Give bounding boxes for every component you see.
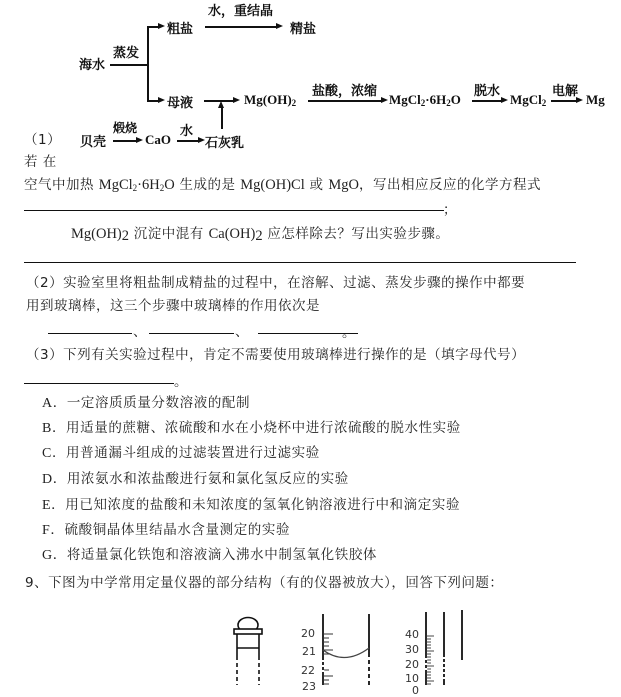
arrow-head-icon: [158, 23, 165, 29]
cao-label: CaO: [145, 132, 171, 147]
mother-liquor-label: 母液: [167, 96, 194, 111]
arrow-head-icon: [381, 97, 388, 103]
recrystallize-arrow-line: [205, 26, 277, 28]
calcine-label: 煅烧: [113, 121, 138, 135]
mg-label: Mg: [586, 92, 605, 107]
arrow-head-icon: [501, 97, 508, 103]
water-arrow-line: [177, 140, 199, 142]
q2-answer-blank-1[interactable]: [48, 333, 132, 334]
option-f[interactable]: F．硫酸铜晶体里结晶水含量测定的实验: [42, 522, 291, 538]
seawater-line: [110, 64, 148, 66]
q1-line1: 若 在: [24, 154, 57, 170]
shell-label: 贝壳: [80, 135, 107, 150]
arrow-head-icon: [158, 97, 165, 103]
q2-sep1: 、: [133, 324, 147, 340]
arrow-head-icon: [233, 97, 240, 103]
cylinder-tick-30: 30: [405, 643, 419, 656]
option-d[interactable]: D．用浓氨水和浓盐酸进行氨和氯化氢反应的实验: [42, 471, 349, 487]
burette-tick-21: 21: [302, 645, 316, 658]
option-a[interactable]: A．一定溶质质量分数溶液的配制: [42, 395, 251, 411]
q2-answer-blank-2[interactable]: [149, 333, 234, 334]
arrow-up-icon: [218, 101, 224, 108]
crude-salt-label: 粗盐: [167, 22, 194, 37]
q2-line1: （2）实验室里将粗盐制成精盐的过程中，在溶解、过滤、蒸发步骤的操作中都要: [26, 275, 526, 291]
mg-oh2-label: $Mg(OH)_2$: [244, 92, 297, 108]
refined-salt-label: 精盐: [290, 22, 317, 37]
burette-tick-20: 20: [301, 627, 315, 640]
q1-answer-blank-2[interactable]: [24, 262, 576, 263]
dehydrate-arrow-line: [472, 100, 502, 102]
burette-icon: [323, 614, 369, 685]
q1-blank1-semicolon: ；: [443, 202, 457, 218]
cylinder-tick-10: 10: [405, 672, 419, 685]
cylinder-tick-40: 40: [405, 628, 419, 641]
cylinder-tick-0: 0: [412, 684, 419, 697]
option-b[interactable]: B．用适量的蔗糖、浓硫酸和水在小烧杯中进行浓硫酸的脱水性实验: [42, 420, 461, 436]
calcine-arrow-line: [113, 140, 137, 142]
burette-tick-23: 23: [302, 680, 316, 693]
q2-line2: 用到玻璃棒，这三个步骤中玻璃棒的作用依次是: [26, 298, 320, 314]
cylinder-tick-20: 20: [405, 658, 419, 671]
lime-up-line: [221, 107, 223, 129]
q3-line1: （3）下列有关实验过程中，肯定不需要使用玻璃棒进行操作的是（填字母代号）: [26, 347, 526, 363]
hcl-arrow-line: [308, 100, 382, 102]
graduated-cylinder-icon: [426, 610, 462, 685]
mgcl2-label: MgCl$_2$: [510, 92, 547, 108]
seawater-label: 海水: [79, 58, 106, 73]
q2-end: 。: [342, 325, 356, 341]
branch-vertical: [147, 26, 149, 100]
volumetric-flask-icon: [234, 618, 262, 686]
arrow-head-icon: [576, 97, 583, 103]
q1-subquestion: $Mg(OH)_2$ 沉淀中混有 $Ca(OH)_2$ 应怎样除去？写出实验步骤。: [71, 226, 450, 244]
dehydrate-label: 脱水: [474, 84, 501, 99]
q1-answer-blank-1[interactable]: [24, 210, 444, 211]
option-c[interactable]: C．用普通漏斗组成的过滤装置进行过滤实验: [42, 445, 320, 461]
arrow-head-icon: [136, 137, 143, 143]
burette-tick-22: 22: [301, 664, 315, 677]
water-label: 水: [180, 124, 194, 139]
arrow-head-icon: [198, 137, 205, 143]
q3-answer-blank[interactable]: [24, 383, 174, 384]
option-e[interactable]: E．用已知浓度的盐酸和未知浓度的氢氧化钠溶液进行中和滴定实验: [42, 497, 461, 513]
hcl-concentrate-label: 盐酸，浓缩: [312, 84, 378, 99]
electrolysis-arrow-line: [551, 100, 577, 102]
arrow-head-icon: [276, 23, 283, 29]
recrystallize-label: 水，重结晶: [208, 4, 274, 19]
q3-end: 。: [174, 374, 188, 390]
q9-title: 9、下图为中学常用定量仪器的部分结构（有的仪器被放大），回答下列问题：: [25, 575, 504, 591]
q2-sep2: 、: [235, 324, 249, 340]
lime-milk-label: 石灰乳: [205, 136, 245, 151]
evaporate-label: 蒸发: [113, 46, 140, 61]
q1-line2: 空气中加热 $MgCl_2\cdot 6H_2O$ 生成的是 Mg(OH)Cl 或 MgO，写出相应反应的化学方程式: [24, 177, 541, 193]
option-g[interactable]: G．将适量氯化铁饱和溶液滴入沸水中制氢氧化铁胶体: [42, 547, 378, 563]
mgcl2-6h2o-label: $MgCl_2\cdot 6H_2O$: [389, 92, 461, 108]
q1-label: （1）: [24, 132, 62, 148]
electrolysis-label: 电解: [552, 84, 579, 99]
